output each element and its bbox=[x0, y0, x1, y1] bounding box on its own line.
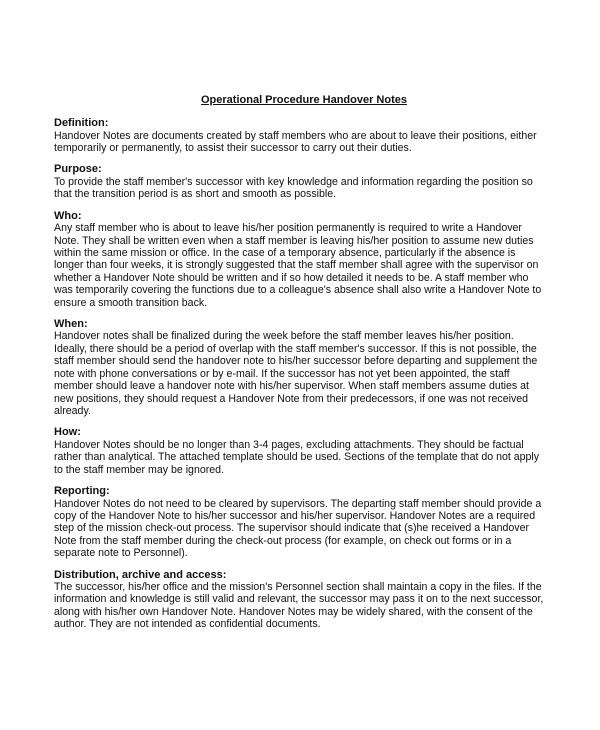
section-body: Handover Notes do not need to be cleared by supervisors. The departing staff member should provide a copy of the Handover Note to his/her successor and his/her supervisor. Handover Notes are a required step of the mission check-out process. The supervisor should indicate that (s)he received a Handover Note from the staff member during the check-out process (for example, on check out forms or in a separate note to Personnel). bbox=[54, 497, 542, 560]
section-how bbox=[54, 426, 554, 476]
section-distribution bbox=[54, 569, 554, 631]
section-body: Any staff member who is about to leave his/her position permanently is required to write a Handover Note. They shall be written even when a staff member is leaving his/her position to assume new duties within the same mission or office. In the case of a temporary absence, particularly if the absence is longer than four weeks, it is strongly suggested that the staff member shall agree with the supervisor on whether a Handover Note should be written and if so how detailed it needs to be. A staff member who was temporarily covering the functions due to a colleague's absence shall also write a Handover Note to ensure a smooth transition back. bbox=[54, 222, 542, 309]
section-heading: When: bbox=[54, 317, 88, 330]
section-reporting bbox=[54, 485, 554, 560]
document-content bbox=[54, 93, 554, 640]
section-body: The successor, his/her office and the mission's Personnel section shall maintain a copy in the files. If the information and knowledge is still valid and relevant, the successor may pass it on to the next successor, along with his/her own Handover Note. Handover Notes may be widely shared, with the consent of the author. They are not intended as confidential documents. bbox=[54, 581, 544, 631]
document-title: Operational Procedure Handover Notes bbox=[201, 94, 407, 106]
section-who bbox=[54, 210, 554, 309]
section-heading: Reporting: bbox=[54, 485, 110, 498]
section-heading: Who: bbox=[54, 209, 82, 222]
section-body: Handover Notes should be no longer than 3-4 pages, excluding attachments. They should be factual rather than analytical. The attached template should be used. Sections of the template that do not apply to the staff member may be ignored. bbox=[54, 438, 540, 476]
section-body: To provide the staff member's successor with key knowledge and information regarding the position so that the transition period is as short and smooth as possible. bbox=[54, 175, 533, 201]
section-heading: Purpose: bbox=[54, 163, 102, 176]
section-heading: How: bbox=[54, 426, 81, 439]
section-body: Handover Notes are documents created by staff members who are about to leave their positions, either temporarily or permanently, to assist their successor to carry out their duties. bbox=[54, 129, 537, 154]
section-when bbox=[54, 318, 554, 417]
section-purpose bbox=[54, 163, 554, 200]
section-heading: Distribution, archive and access: bbox=[54, 568, 227, 581]
section-body: Handover notes shall be finalized during the week before the staff member leaves his/her position. Ideally, there should be a period of overlap with the staff member's successor. If this is not possible, the staff member should send the handover note to his/her successor before departing and supplement the note with phone conversations or by e-mail. If the successor has not yet been appointed, the staff member should leave a handover note with his/her supervisor. When staff members assume duties at new positions, they should request a Handover Note from their predecessors, if one was not received already. bbox=[54, 330, 538, 417]
section-definition bbox=[54, 117, 554, 154]
section-heading: Definition: bbox=[54, 117, 109, 129]
